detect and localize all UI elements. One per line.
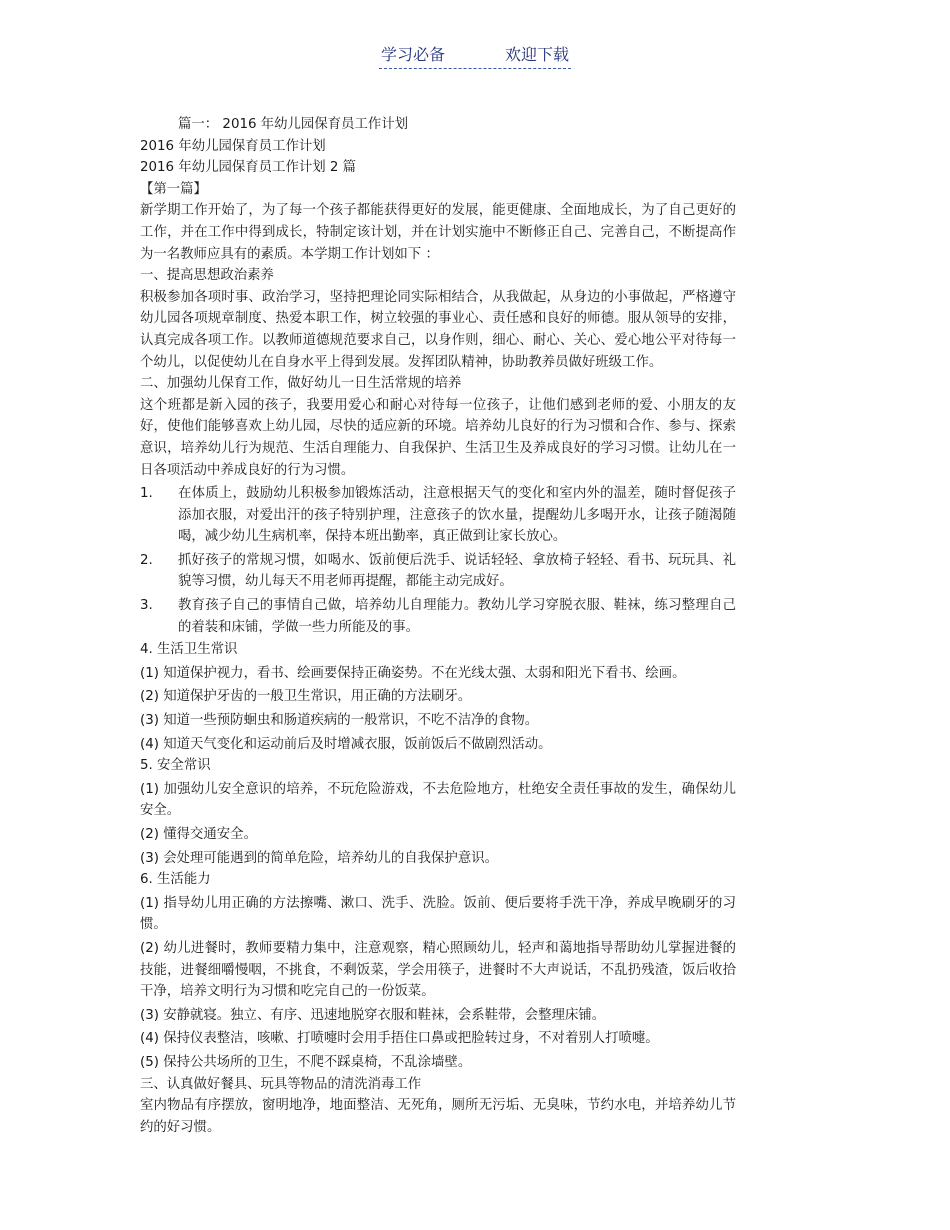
sub-item: (2) 懂得交通安全。: [140, 827, 257, 842]
numbered-item-2: [140, 550, 736, 593]
numbered-item-3: [140, 595, 736, 638]
header-right-text: 欢迎下载: [505, 45, 570, 64]
sub-item: (1) 指导幼儿用正确的方法擦嘴、漱口、洗手、洗脸。饭前、便后要将手洗干净，养成早晚刷牙的习惯。: [140, 895, 736, 933]
sub-item: (3) 知道一些预防蛔虫和肠道疾病的一般常识，不吃不洁净的食物。: [140, 713, 539, 729]
sub-item: (4) 保持仪表整洁，咳嗽、打喷嚏时会用手捂住口鼻或把脸转过身，不对着别人打喷嚏。: [140, 1031, 659, 1047]
sub-item: (1) 加强幼儿安全意识的培养，不玩危险游戏，不去危险地方，杜绝安全责任事故的发生，确保幼儿安全。: [140, 781, 736, 819]
section-1-title: 一、提高思想政治素养: [140, 268, 274, 284]
header-underline: [379, 42, 571, 69]
sub-item: (3) 安静就寝。独立、有序、迅速地脱穿衣服和鞋袜，会系鞋带，会整理床铺。: [140, 1007, 606, 1023]
sub-item: (3) 会处理可能遇到的简单危险，培养幼儿的自我保护意识。: [140, 850, 498, 866]
section-2-body: 这个班都是新入园的孩子，我要用爱心和耐心对待每一位孩子，让他们感到老师的爱、小朋友的友好，使他们能够喜欢上幼儿园，尽快的适应新的环境。培养幼儿良好的行为习惯和合作、参与、探索意识，培养幼儿行为规范、生活自理能力、自我保护、生活卫生及养成良好的学习习惯。让幼儿在一日各项活动中养成良好的行为习惯。: [140, 397, 736, 478]
sub-item: (4) 知道天气变化和运动前后及时增减衣服，饭前饭后不做剧烈活动。: [140, 736, 552, 752]
part-heading: 【第一篇】: [140, 181, 207, 197]
section-1-body: 积极参加各项时事、政治学习，坚持把理论同实际相结合，从我做起，从身边的小事做起，严格遵守幼儿园各项规章制度、热爱本职工作，树立较强的事业心、责任感和良好的师德。服从领导的安排，认真完成各项工作。以教师道德规范要求自己，以身作则，细心、耐心、关心、爱心地公平对待每一个幼儿，以促使幼儿在自身水平上得到发展。发挥团队精神，协助教养员做好班级工作。: [140, 289, 736, 370]
sub-item: (5) 保持公共场所的卫生，不爬不踩桌椅，不乱涂墙壁。: [140, 1054, 472, 1070]
intro-paragraph: 新学期工作开始了，为了每一个孩子都能获得更好的发展，能更健康、全面地成长，为了自己更好的工作，并在工作中得到成长，特制定该计划，并在计划实施中不断修正自己、完善自己，不断提高作为一名教师应具有的素质。本学期工作计划如下 ：: [140, 203, 736, 262]
doc-title-3: 2016 年幼儿园保育员工作计划 2 篇: [140, 160, 357, 176]
doc-title-2: 2016 年幼儿园保育员工作计划: [140, 138, 326, 154]
item-number: 1.: [140, 486, 153, 502]
numbered-item-1: [140, 483, 736, 548]
header-left-text: 学习必备: [380, 45, 445, 64]
subsection-6-title: 6. 生活能力: [140, 872, 211, 888]
subsection-4-title: 4. 生活卫生常识: [140, 642, 238, 658]
sub-item: (2) 幼儿进餐时，教师要精力集中，注意观察，精心照顾幼儿，轻声和蔼地指导帮助幼儿掌握进餐的技能，进餐细嚼慢咽，不挑食，不剩饭菜，学会用筷子，进餐时不大声说话，不乱扔残渣，饭后收拾干净，培养文明行为习惯和吃完自己的一份饭菜。: [140, 940, 736, 1000]
section-2-title: 二、加强幼儿保育工作，做好幼儿一日生活常规的培养: [140, 376, 462, 392]
document-body: [140, 114, 736, 1138]
item-number: 2.: [140, 552, 153, 568]
item-text: 在体质上，鼓励幼儿积极参加锻炼活动，注意根据天气的变化和室内外的温差，随时督促孩子添加衣服，对爱出汗的孩子特别护理，注意孩子的饮水量，提醒幼儿多喝开水，让孩子随渴随喝，减少幼儿生病机率，保持本班出勤率，真正做到让家长放心。: [178, 486, 736, 545]
doc-title-1: 篇一： 2016 年幼儿园保育员工作计划: [178, 117, 409, 132]
sub-item: (2) 知道保护牙齿的一般卫生常识，用正确的方法刷牙。: [140, 689, 472, 705]
item-number: 3.: [140, 598, 153, 614]
subsection-5-title: 5. 安全常识: [140, 758, 211, 774]
item-text: 抓好孩子的常规习惯，如喝水、饭前便后洗手、说话轻轻、拿放椅子轻轻、看书、玩玩具、礼貌等习惯，幼儿每天不用老师再提醒，都能主动完成好。: [178, 552, 736, 590]
page-header: [0, 42, 950, 69]
sub-item: (1) 知道保护视力，看书、绘画要保持正确姿势。不在光线太强、太弱和阳光下看书、绘画。: [140, 665, 686, 681]
section-3-body: 室内物品有序摆放，窗明地净，地面整洁、无死角，厕所无污垢、无臭味，节约水电，并培养幼儿节约的好习惯。: [140, 1098, 736, 1135]
section-3-title: 三、认真做好餐具、玩具等物品的清洗消毒工作: [140, 1076, 422, 1092]
item-text: 教育孩子自己的事情自己做，培养幼儿自理能力。教幼儿学习穿脱衣服、鞋袜，练习整理自己的着装和床铺，学做一些力所能及的事。: [178, 598, 736, 635]
